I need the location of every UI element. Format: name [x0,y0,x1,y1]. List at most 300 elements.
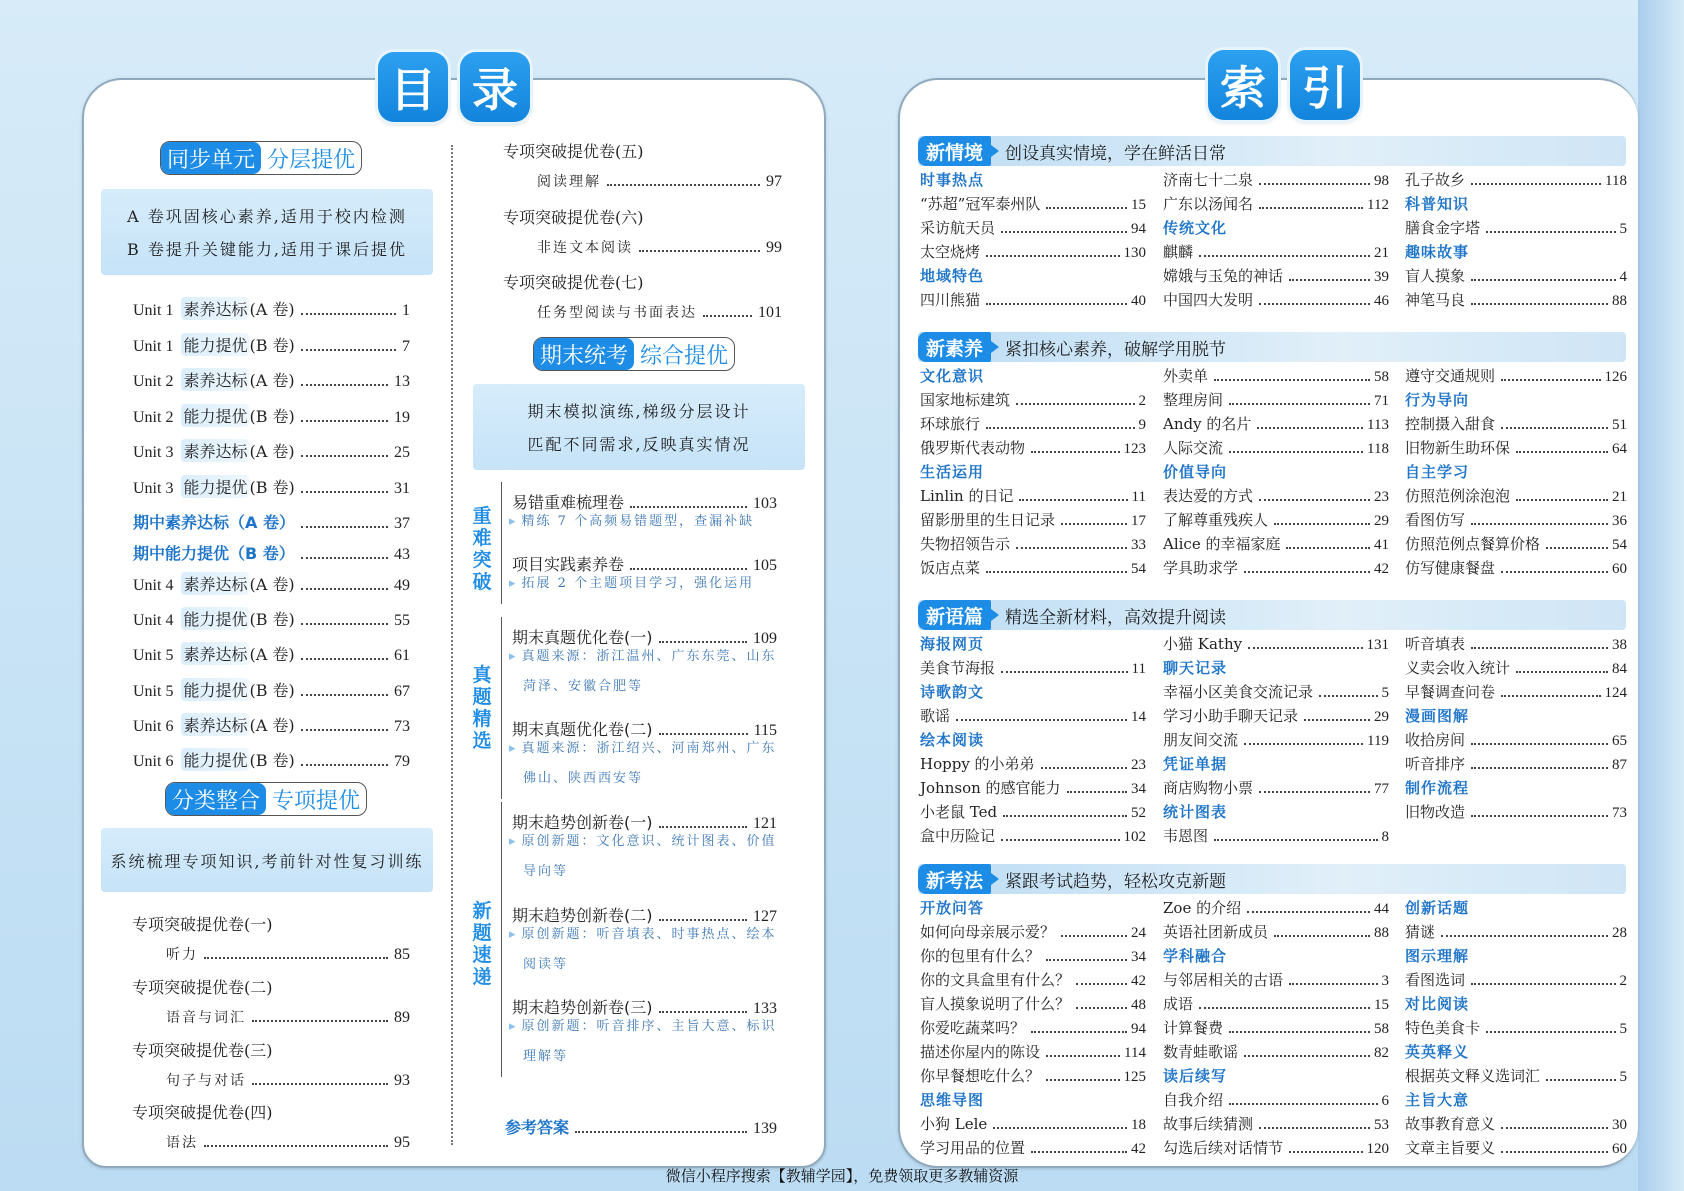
page-number: 17 [1131,513,1146,529]
index-entry[interactable] [1163,289,1389,313]
pill-primary-label: 分类整合 [166,783,266,815]
entry-name: 能力提优 [181,333,249,356]
page-number: 2 [1619,973,1627,989]
page-number: 15 [1131,197,1146,213]
paper-title[interactable] [503,270,644,293]
leader-dots [703,315,752,317]
leader-dots [1274,935,1370,937]
index-entry[interactable] [920,217,1146,241]
index-category: 自主学习 [1405,463,1470,481]
section-description: 紧跟考试趋势，轻松攻克新题 [1005,871,1227,892]
page-number: 48 [1131,997,1146,1013]
page-number: 49 [394,577,410,594]
arrow-icon: ▸ [509,649,518,664]
page-number: 133 [753,1000,777,1017]
toc-entry[interactable] [133,404,410,427]
page-number: 9 [1138,417,1146,433]
page-number: 95 [394,1134,410,1151]
index-category: 科普知识 [1405,195,1470,213]
index-entry[interactable] [1405,437,1627,461]
leader-dots [301,491,388,493]
entry-name: 特色美食卡 [1405,1019,1481,1037]
info-line: B 卷提升关键能力,适用于课后提优 [127,240,407,259]
index-entry[interactable] [920,241,1146,265]
index-category: 趣味故事 [1405,243,1470,261]
note-text: 精练 7 个高频易错题型，查漏补缺 [521,514,755,529]
entry-note [509,507,754,537]
index-entry[interactable] [1163,969,1389,993]
entry-name: 项目实践素养卷 [512,555,625,574]
index-entry[interactable] [920,533,1146,557]
entry-note [523,857,568,887]
leader-dots [1061,935,1127,937]
paper-title[interactable] [503,139,644,162]
leader-dots [1259,791,1370,793]
leader-dots [1471,523,1608,525]
entry-note [523,672,643,702]
leader-dots [1259,1127,1370,1129]
paper-label: (B 卷) [249,751,295,770]
toc-entry[interactable] [133,607,410,630]
leader-dots [1019,499,1127,501]
index-entry[interactable] [1163,485,1389,509]
entry-name: 仿写健康餐盘 [1405,559,1496,577]
index-entry[interactable] [920,1137,1146,1161]
index-entry[interactable] [1163,241,1389,265]
entry-name: 素养达标 [181,642,249,665]
index-entry[interactable] [1405,289,1627,313]
index-entry[interactable] [1405,753,1627,777]
page-number: 52 [1131,805,1146,821]
index-entry[interactable] [1405,217,1627,241]
entry-name: 四川熊猫 [920,291,981,309]
leader-dots [1244,743,1363,745]
index-category: 思维导图 [920,1091,985,1109]
entry-name: 外卖单 [1163,367,1209,385]
pill-primary-label: 期末统考 [534,338,634,370]
index-entry[interactable] [1405,681,1627,705]
index-entry[interactable] [1163,1089,1389,1113]
index-title [1208,50,1360,120]
leader-dots [607,184,760,186]
page-number: 114 [1124,1045,1146,1061]
page-number: 58 [1374,1021,1389,1037]
index-entry[interactable] [1163,533,1389,557]
index-entry[interactable] [1163,557,1389,581]
entry-note [509,569,754,599]
page-number: 93 [394,1072,410,1089]
index-column [920,633,1146,849]
arrow-icon: ▸ [509,834,518,849]
entry-name: 济南七十二泉 [1163,171,1254,189]
leader-dots [1471,983,1615,985]
index-entry[interactable] [1163,921,1389,945]
entry-name: 非连文本阅读 [537,240,633,256]
leader-dots [1016,403,1134,405]
entry-name: 你的包里有什么？ [920,947,1041,965]
index-column [1163,365,1389,581]
toc-entry[interactable] [133,297,410,320]
index-entry[interactable] [1405,265,1627,289]
page-number: 65 [1612,733,1627,749]
page-number: 127 [753,908,777,925]
page-number: 99 [766,239,782,256]
index-entry[interactable] [920,753,1146,777]
entry-note [523,764,643,794]
index-entry[interactable] [1163,1137,1389,1161]
entry-name: 描述你屋内的陈设 [920,1043,1041,1061]
page-number: 94 [1131,1021,1146,1037]
index-entry[interactable] [1163,897,1389,921]
toc-entry[interactable] [166,1007,410,1027]
page-number: 112 [1367,197,1389,213]
entry-name: Hoppy 的小弟弟 [920,755,1035,773]
entry-name: 盲人摸象 [1405,267,1466,285]
info-line: 期末模拟演练,梯级分层设计 [527,402,751,421]
page-number: 73 [1612,805,1627,821]
page-number: 21 [1612,489,1627,505]
page-number: 5 [1381,685,1389,701]
index-category: 绘本阅读 [920,731,985,749]
toc-entry[interactable] [133,678,410,701]
entry-note [523,950,568,980]
leader-dots [1516,451,1608,453]
index-entry[interactable] [920,289,1146,313]
index-entry[interactable] [1163,193,1389,217]
leader-dots [1046,1055,1120,1057]
index-entry[interactable] [1405,509,1627,533]
page-number: 38 [1612,637,1627,653]
paper-title[interactable] [132,1038,273,1061]
leader-dots [993,1127,1127,1129]
page-number: 139 [753,1120,777,1137]
entry-name: 早餐调查问卷 [1405,683,1496,701]
index-entry[interactable] [1163,365,1389,389]
index-entry[interactable] [1163,1017,1389,1041]
leader-dots [1289,983,1377,985]
index-entry[interactable] [920,193,1146,217]
index-entry[interactable] [1405,657,1627,681]
entry-name: 表达爱的方式 [1163,487,1254,505]
leader-dots [301,729,388,731]
page-number: 88 [1612,293,1627,309]
leader-dots [301,526,388,528]
entry-name: 期末真题优化卷(二) [512,720,653,739]
page-number: 60 [1612,1141,1627,1157]
leader-dots [1471,815,1608,817]
entry-name: 语音与词汇 [166,1010,246,1026]
leader-dots [1501,571,1608,573]
index-category: 读后续写 [1163,1067,1228,1085]
toc-entry[interactable] [133,439,410,462]
leader-dots [1274,523,1370,525]
arrow-icon: ▸ [509,927,518,942]
entry-name: 收拾房间 [1405,731,1466,749]
index-entry[interactable] [1405,921,1627,945]
index-entry[interactable] [920,485,1146,509]
index-entry[interactable] [1405,969,1627,993]
index-entry[interactable] [1405,169,1627,193]
leader-dots [1516,499,1608,501]
index-entry[interactable] [1163,633,1389,657]
page-number: 58 [1374,369,1389,385]
page-number: 121 [753,815,777,832]
index-column [1405,365,1627,581]
index-entry[interactable] [920,389,1146,413]
index-entry[interactable] [1163,777,1389,801]
page-number: 94 [1131,221,1146,237]
index-entry[interactable] [1163,169,1389,193]
index-entry[interactable] [1163,265,1389,289]
entry-name: 故事后续猜测 [1163,1115,1254,1133]
arrow-icon: ▸ [509,1019,518,1034]
leader-dots [1229,1031,1370,1033]
index-entry[interactable] [1405,1137,1627,1161]
index-category: 统计图表 [1163,803,1228,821]
page-number: 87 [1612,757,1627,773]
index-entry[interactable] [1163,705,1389,729]
page-number: 124 [1604,685,1627,701]
toc-entry[interactable] [133,572,410,595]
entry-name: 语法 [166,1135,198,1151]
entry-name: 能力提优 [181,475,249,498]
index-entry[interactable] [1405,801,1627,825]
index-entry[interactable] [920,921,1146,945]
leader-dots [1289,1151,1362,1153]
entry-name: 了解尊重残疾人 [1163,511,1269,529]
index-entry[interactable] [1163,509,1389,533]
unit-label: Unit 4 [133,612,174,630]
index-entry[interactable] [1405,557,1627,581]
leader-dots [1516,671,1608,673]
index-entry[interactable] [1405,633,1627,657]
leader-dots [1257,427,1363,429]
index-entry[interactable] [1163,825,1389,849]
page-number: 37 [394,515,410,532]
index-entry[interactable] [920,801,1146,825]
entry-name: 广东以汤闻名 [1163,195,1254,213]
entry-note [509,920,777,950]
unit-label: Unit 3 [133,479,174,497]
index-entry[interactable] [920,777,1146,801]
entry-name: 神笔马良 [1405,291,1466,309]
note-text: 导向等 [523,864,569,879]
index-entry[interactable] [1163,993,1389,1017]
paper-title[interactable] [132,975,273,998]
leader-dots [1471,279,1615,281]
index-entry[interactable] [920,413,1146,437]
index-entry[interactable] [920,509,1146,533]
entry-name: 留影册里的生日记录 [920,511,1056,529]
toc-entry[interactable] [133,333,410,356]
column-divider [451,145,453,1145]
toc-entry[interactable] [166,1132,410,1152]
paper-title-text: 专项突破提优卷(一) [132,915,273,934]
entry-name: 期中素养达标（A 卷） [133,513,295,532]
entry-note [523,1042,568,1072]
paper-label: (B 卷) [249,406,295,426]
index-entry[interactable] [1405,1065,1627,1089]
leader-dots [301,694,388,696]
index-category: 时事热点 [920,171,985,189]
index-entry[interactable] [920,557,1146,581]
page-number: 14 [1131,709,1146,725]
index-entry[interactable] [920,993,1146,1017]
entry-name: 商店购物小票 [1163,779,1254,797]
index-entry[interactable] [1405,1017,1627,1041]
index-entry[interactable] [1163,437,1389,461]
page-number: 4 [1619,269,1627,285]
toc-entry[interactable] [133,642,410,665]
index-entry[interactable] [920,437,1146,461]
toc-entry[interactable] [537,302,782,322]
unit-label: Unit 6 [133,753,174,770]
leader-dots [1003,815,1127,817]
page-number: 120 [1366,1141,1389,1157]
index-column [1163,633,1389,849]
page-number: 18 [1131,1117,1146,1133]
entry-name: 听力 [166,947,198,963]
entry-name: 美食节海报 [920,659,996,677]
entry-name: 太空烧烤 [920,243,981,261]
index-entry[interactable] [1163,729,1389,753]
index-column [1405,633,1627,825]
leader-dots [986,255,1119,257]
leader-dots [1214,839,1377,841]
index-section-header [918,136,1626,166]
index-category: 主旨大意 [1405,1091,1470,1109]
index-entry[interactable] [920,1041,1146,1065]
entry-name: 俄罗斯代表动物 [920,439,1026,457]
entry-name: 你爱吃蔬菜吗？ [920,1019,1026,1037]
leader-dots [1259,207,1363,209]
index-category: 海报网页 [920,635,985,653]
entry-name: 数青蛙歌谣 [1163,1043,1239,1061]
paper-label: (A 卷) [249,715,295,735]
leader-dots [1046,1079,1119,1081]
leader-dots [1304,719,1370,721]
index-entry[interactable] [1405,729,1627,753]
leader-dots [301,349,396,351]
page-number: 84 [1612,661,1627,677]
entry-name: 自我介绍 [1163,1091,1224,1109]
toc-entry[interactable] [166,1070,410,1090]
index-entry[interactable] [1163,1113,1389,1137]
unit-label: Unit 5 [133,682,174,700]
toc-entry[interactable] [133,510,410,533]
page-number: 23 [1131,757,1146,773]
index-entry[interactable] [920,945,1146,969]
paper-title[interactable] [132,912,273,935]
entry-name: 素养达标 [181,297,249,320]
page-number: 28 [1612,925,1627,941]
index-column [920,897,1146,1161]
page-number: 71 [1374,393,1389,409]
toc-entry[interactable] [537,171,782,191]
page-number: 42 [1374,561,1389,577]
leader-dots [301,658,388,660]
index-entry[interactable] [920,1017,1146,1041]
index-entry[interactable] [1163,389,1389,413]
toc-entry[interactable] [133,368,410,391]
entry-name: 与邻居相关的古语 [1163,971,1284,989]
paper-label: (B 卷) [249,335,295,355]
page-edge-shadow [1638,0,1684,1191]
pill-primary-label: 同步单元 [161,142,261,174]
paper-title[interactable] [503,205,644,228]
toc-entry[interactable] [133,475,410,498]
leader-dots [1259,183,1370,185]
page-number: 64 [1612,441,1627,457]
index-entry[interactable] [1405,485,1627,509]
entry-note [509,1012,777,1042]
page-number: 85 [394,946,410,963]
index-entry[interactable] [920,969,1146,993]
group-label: 真题精选 [472,664,492,752]
toc-entry[interactable] [537,237,782,257]
index-column [920,365,1146,581]
index-entry[interactable] [1405,533,1627,557]
arrow-icon: ▸ [509,576,518,591]
leader-dots [1001,839,1119,841]
toc-entry[interactable] [166,944,410,964]
page-number: 5 [1619,1021,1627,1037]
page-number: 29 [1374,709,1389,725]
index-entry[interactable] [920,825,1146,849]
leader-dots [301,623,388,625]
paper-label: (B 卷) [249,477,295,497]
toc-entry[interactable] [133,541,410,564]
paper-title-text: 专项突破提优卷(七) [503,273,644,292]
page-number: 6 [1381,1093,1389,1109]
leader-dots [1289,279,1370,281]
entry-name: 任务型阅读与书面表达 [537,305,697,321]
leader-dots [301,313,396,315]
entry-name: 期末趋势创新卷(一) [512,813,653,832]
index-entry[interactable] [1163,681,1389,705]
paper-title-text: 专项突破提优卷(三) [132,1041,273,1060]
toc-entry[interactable] [133,713,410,736]
index-entry[interactable] [1405,365,1627,389]
entry-name: 看图选词 [1405,971,1466,989]
leader-dots [986,571,1127,573]
page-number: 36 [1612,513,1627,529]
index-category: 诗歌韵文 [920,683,985,701]
index-entry[interactable] [920,1113,1146,1137]
page-number: 33 [1131,537,1146,553]
index-entry[interactable] [920,657,1146,681]
paper-label: (A 卷) [249,575,295,594]
entry-name: 能力提优 [181,404,249,427]
leader-dots [639,250,760,252]
index-entry[interactable] [920,1065,1146,1089]
index-entry[interactable] [1405,413,1627,437]
entry-name: 中国四大发明 [1163,291,1254,309]
leader-dots [1001,671,1128,673]
index-entry[interactable] [920,705,1146,729]
index-entry[interactable] [1163,413,1389,437]
paper-title[interactable] [132,1100,273,1123]
entry-name: 盒中历险记 [920,827,996,845]
page-number: 41 [1374,537,1389,553]
section-pill [533,337,735,371]
answers-entry[interactable] [505,1115,777,1138]
index-entry[interactable] [1163,1041,1389,1065]
page-number: 46 [1374,293,1389,309]
index-entry[interactable] [1405,1113,1627,1137]
toc-entry[interactable] [133,748,410,771]
paper-label: (A 卷) [249,300,295,319]
